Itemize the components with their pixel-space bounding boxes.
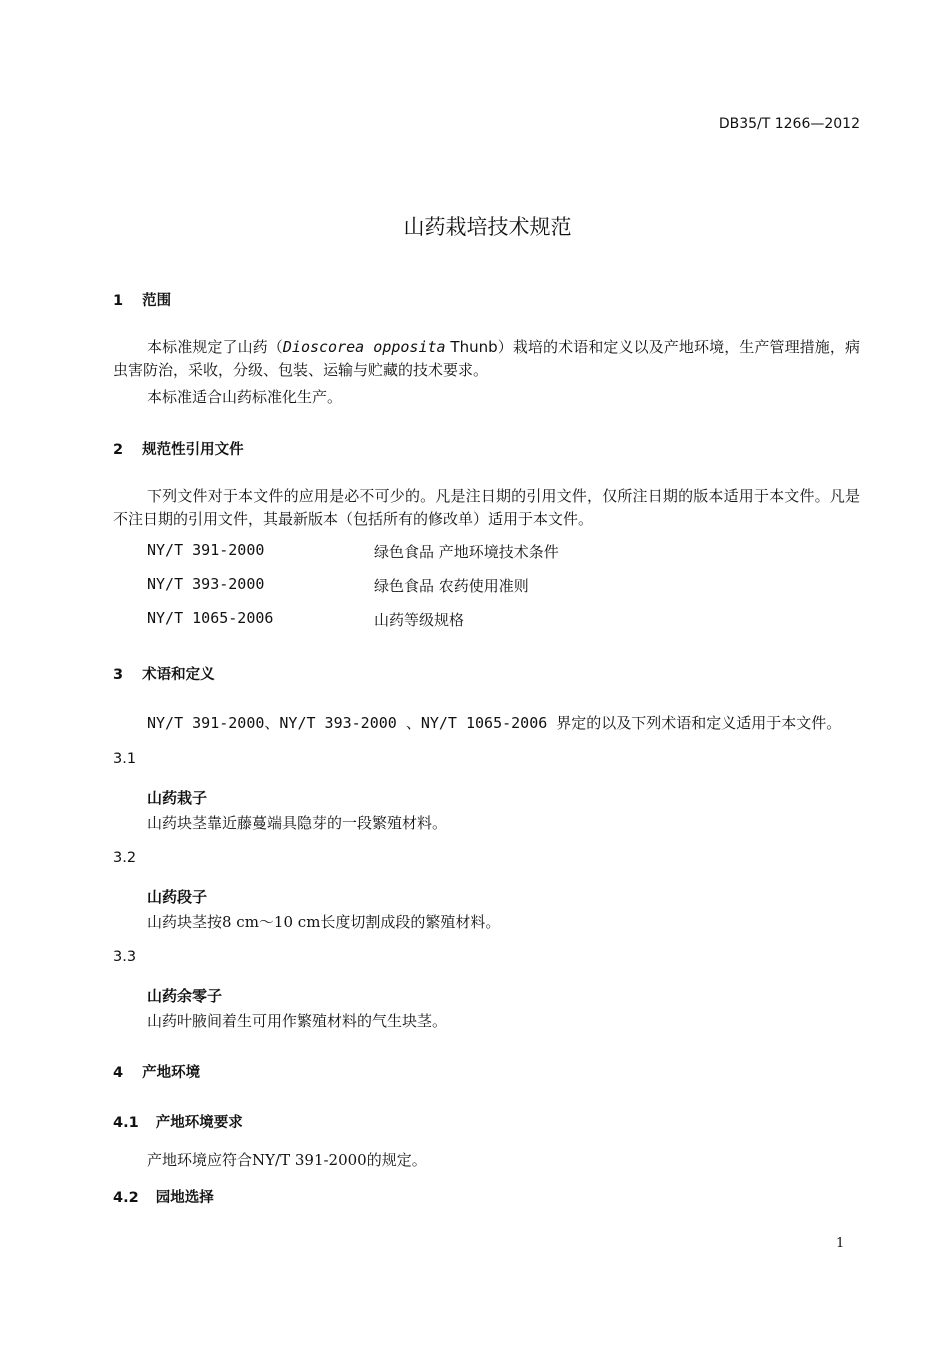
term-number: 3.2 [113, 850, 137, 866]
reference-name: 绿色食品 农药使用准则 [374, 577, 529, 595]
section-number: 3 [113, 667, 124, 683]
latin-name: Dioscorea opposita [282, 338, 446, 356]
term-number: 3.3 [113, 949, 137, 965]
subsection-number: 4.2 [113, 1190, 139, 1206]
section-1-paragraph [113, 336, 860, 382]
text-segment: ）栽培的术语和定义以及产地环境，生产管理措施，病虫害防治，采收，分级、包装、运输与贮藏的技术要求。 [113, 338, 860, 379]
text-segment: 本标准规定了山药（ [147, 338, 283, 356]
section-3-paragraph: NY/T 391-2000、NY/T 393-2000 、NY/T 1065-2006 界定的以及下列术语和定义适用于本文件。 [147, 714, 842, 732]
standard-code: DB35/T 1266—2012 [718, 116, 860, 132]
latin-author: Thunb [450, 338, 498, 356]
term-definition: 山药块茎靠近藤蔓端具隐芽的一段繁殖材料。 [147, 814, 448, 832]
subsection-title: 产地环境要求 [155, 1115, 243, 1131]
paragraph-text: 下列文件对于本文件的应用是必不可少的。凡是注日期的引用文件，仅所注日期的版本适用于本文件。凡是不注日期的引用文件，其最新版本（包括所有的修改单）适用于本文件。 [113, 487, 860, 528]
subsection-title: 园地选择 [155, 1190, 214, 1206]
section-2-paragraph [113, 485, 860, 531]
subsection-4-1-text: 产地环境应符合NY/T 391-2000的规定。 [147, 1151, 427, 1169]
section-title: 范围 [142, 293, 172, 309]
reference-name: 绿色食品 产地环境技术条件 [374, 543, 559, 561]
section-4-heading [113, 1061, 200, 1082]
section-title: 术语和定义 [142, 667, 215, 683]
section-number: 4 [113, 1065, 124, 1081]
term-number: 3.1 [113, 751, 137, 767]
term-name: 山药栽子 [147, 789, 208, 807]
term-name: 山药段子 [147, 888, 208, 906]
section-2-heading [113, 438, 244, 459]
section-number: 1 [113, 293, 124, 309]
term-definition: 山药块茎按8 cm～10 cm长度切割成段的繁殖材料。 [147, 913, 501, 931]
section-3-heading [113, 663, 215, 684]
section-number: 2 [113, 442, 124, 458]
reference-name: 山药等级规格 [374, 611, 465, 629]
section-title: 产地环境 [142, 1065, 201, 1081]
subsection-4-1-heading [113, 1111, 243, 1132]
subsection-number: 4.1 [113, 1115, 139, 1131]
section-title: 规范性引用文件 [142, 442, 244, 458]
section-1-heading [113, 289, 171, 310]
page-number: 1 [836, 1236, 845, 1251]
term-definition: 山药叶腋间着生可用作繁殖材料的气生块茎。 [147, 1012, 448, 1030]
reference-code: NY/T 1065-2006 [147, 609, 274, 627]
subsection-4-2-heading [113, 1186, 214, 1207]
section-1-scope-note: 本标准适合山药标准化生产。 [147, 388, 343, 406]
reference-code: NY/T 393-2000 [147, 575, 265, 593]
document-title: 山药栽培技术规范 [403, 215, 572, 239]
reference-code: NY/T 391-2000 [147, 541, 265, 559]
term-name: 山药余零子 [147, 987, 223, 1005]
